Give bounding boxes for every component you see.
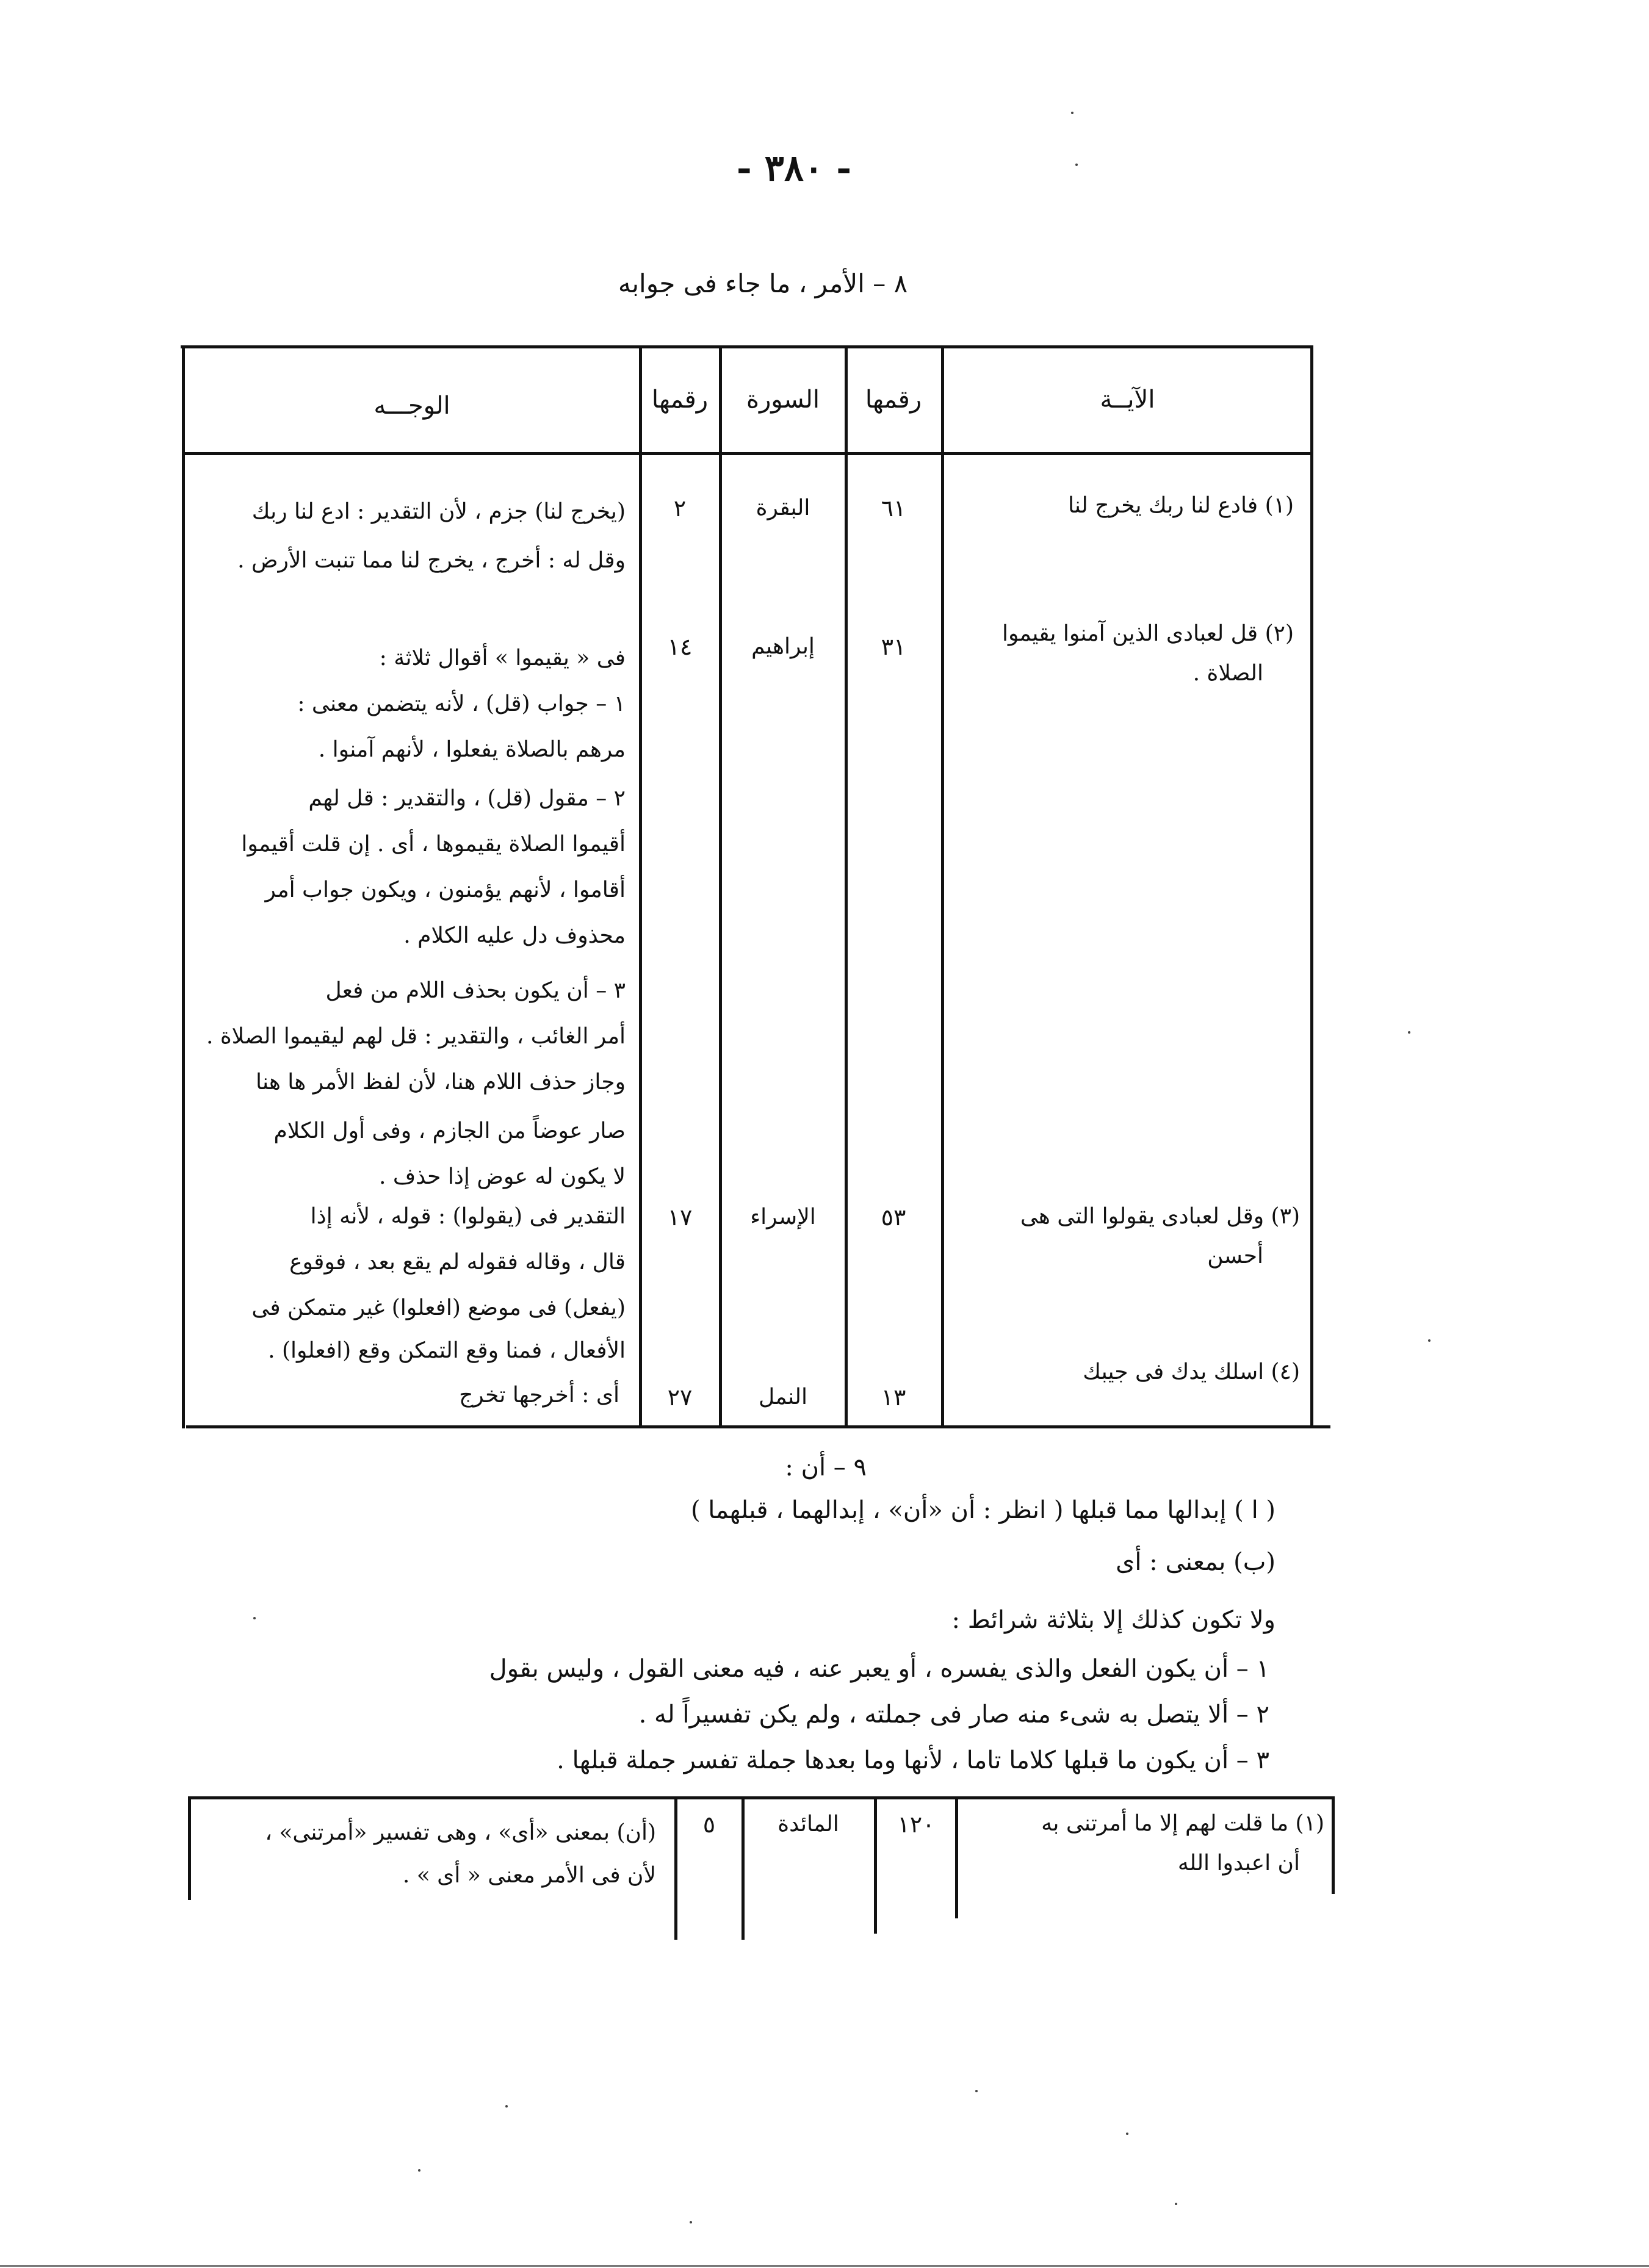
- sura-number: ١٧: [667, 1204, 693, 1231]
- section-9-item-b: (ب) بمعنى : أى: [1116, 1548, 1276, 1576]
- sura-name: إبراهيم: [751, 634, 815, 659]
- table-1-top-border: [181, 345, 1312, 348]
- scan-speck: [1175, 2203, 1177, 2205]
- header-wajh: الوجـــه: [373, 392, 450, 420]
- aya-text: (١) فادع لنا ربك يخرج لنا: [1067, 493, 1294, 518]
- table-2-col-divider-wajh: [674, 1796, 677, 1940]
- aya-number: ١٢٠: [897, 1811, 935, 1838]
- table-1-header-divider: [183, 452, 1312, 455]
- table-1-bottom-border: [186, 1425, 1330, 1428]
- table-1-left-border: [182, 345, 185, 1428]
- scan-speck: [253, 1617, 256, 1619]
- aya-text: (٢) قل لعبادى الذين آمنوا يقيموا: [1001, 621, 1294, 646]
- sura-number: ١٤: [667, 633, 693, 660]
- aya-number: ٥٣: [881, 1204, 906, 1231]
- wajh-line: صار عوضاً من الجازم ، وفى أول الكلام: [273, 1118, 626, 1143]
- table-2-col-divider-ayanum: [955, 1796, 958, 1918]
- table-2-left-border: [188, 1796, 191, 1900]
- wajh-line: أقاموا ، لأنهم يؤمنون ، ويكون جواب أمر: [265, 877, 626, 902]
- wajh-line: أى : أخرجها تخرج: [459, 1383, 619, 1408]
- scan-speck: [690, 2221, 692, 2223]
- table-1-col-divider-suranum: [719, 348, 722, 1428]
- aya-number: ٦١: [881, 495, 906, 522]
- condition-2: ٢ – ألا يتصل به شىء منه صار فى جملته ، ولم يكن تفسيراً له .: [638, 1701, 1269, 1729]
- wajh-line: (يخرج لنا) جزم ، لأن التقدير : ادع لنا ربك: [251, 499, 626, 524]
- wajh-line: ٢ – مقول (قل) ، والتقدير : قل لهم: [308, 786, 626, 811]
- table-2-col-divider-sura: [874, 1796, 877, 1934]
- scan-speck: [1408, 1031, 1410, 1034]
- condition-1: ١ – أن يكون الفعل والذى يفسره ، أو يعبر عنه ، فيه معنى القول ، وليس بقول: [489, 1655, 1269, 1683]
- conditions-intro: ولا تكون كذلك إلا بثلاثة شرائط :: [951, 1606, 1276, 1634]
- scan-speck: [1428, 1339, 1431, 1342]
- header-aya: الآيــة: [1100, 386, 1155, 414]
- header-sura-number: رقمها: [651, 386, 709, 414]
- aya-text: (٣) وقل لعبادى يقولوا التى هى: [1020, 1204, 1300, 1229]
- table-2-right-border: [1332, 1796, 1335, 1894]
- aya-number: ٣١: [881, 633, 906, 660]
- table-2-top-border: [189, 1796, 1333, 1799]
- header-aya-number: رقمها: [865, 386, 922, 414]
- condition-3: ٣ – أن يكون ما قبلها كلاما تاما ، لأنها وما بعدها جملة تفسر جملة قبلها .: [557, 1746, 1269, 1774]
- sura-name: البقرة: [756, 495, 810, 520]
- scan-speck: [1071, 112, 1073, 114]
- page-number: - ٣٨٠ -: [736, 147, 852, 190]
- scan-speck: [1126, 2133, 1128, 2135]
- sura-name: المائدة: [778, 1812, 839, 1837]
- wajh-line: الأفعال ، فمنا وقع التمكن وقع (افعلوا) .: [268, 1338, 626, 1363]
- wajh-line: مرهم بالصلاة يفعلوا ، لأنهم آمنوا .: [318, 737, 626, 762]
- wajh-line: وقل له : أخرج ، يخرج لنا مما تنبت الأرض .: [237, 548, 626, 573]
- section-8-heading: ٨ – الأمر ، ما جاء فى جوابه: [618, 268, 908, 298]
- scan-bottom-edge: [0, 2265, 1649, 2267]
- scan-speck: [505, 2105, 508, 2108]
- scan-speck: [975, 2090, 978, 2092]
- wajh-line: فى « يقيموا » أقوال ثلاثة :: [379, 646, 626, 671]
- wajh-line: لا يكون له عوض إذا حذف .: [379, 1164, 626, 1189]
- wajh-line: ٣ – أن يكون بحذف اللام من فعل: [325, 978, 626, 1003]
- aya-text: الصلاة .: [1193, 661, 1263, 686]
- sura-number: ٢٧: [667, 1384, 693, 1411]
- scan-speck: [1075, 164, 1078, 166]
- header-sura: السورة: [746, 386, 820, 414]
- sura-number: ٢: [673, 495, 687, 522]
- sura-name: النمل: [759, 1384, 807, 1409]
- table-1-right-border: [1310, 345, 1313, 1428]
- wajh-line: التقدير فى (يقولوا) : قوله ، لأنه إذا: [310, 1204, 626, 1229]
- section-9-item-a: ( ا ) إبدالها مما قبلها ( انظر : أن «أن» ، إبدالهما ، قبلهما ): [690, 1496, 1276, 1524]
- aya-text: أن اعبدوا الله: [1177, 1851, 1300, 1876]
- aya-text: أحسن: [1207, 1244, 1263, 1269]
- aya-text: (١) ما قلت لهم إلا ما أمرتنى به: [1041, 1811, 1324, 1836]
- wajh-line: (أن) بمعنى «أى» ، وهى تفسير «أمرتنى» ،: [265, 1820, 656, 1845]
- wajh-line: أمر الغائب ، والتقدير : قل لهم ليقيموا الصلاة .: [206, 1024, 626, 1049]
- sura-number: ٥: [702, 1811, 716, 1838]
- section-9-heading: ٩ – أن :: [785, 1453, 867, 1481]
- wajh-line: (يفعل) فى موضع (افعلوا) غير متمكن فى: [251, 1295, 626, 1320]
- wajh-line: وجاز حذف اللام هنا، لأن لفظ الأمر ها هنا: [256, 1070, 626, 1095]
- wajh-line: قال ، وقاله فقوله لم يقع بعد ، فوقوع: [289, 1250, 626, 1275]
- scan-speck: [418, 2169, 420, 2172]
- wajh-line: ١ – جواب (قل) ، لأنه يتضمن معنى :: [297, 691, 626, 716]
- table-2-col-divider-suranum: [742, 1796, 745, 1940]
- wajh-line: محذوف دل عليه الكلام .: [403, 923, 626, 948]
- aya-number: ١٣: [881, 1384, 906, 1411]
- wajh-line: أقيموا الصلاة يقيموها ، أى . إن قلت أقيموا: [241, 832, 626, 857]
- aya-text: (٤) اسلك يدك فى جيبك: [1083, 1359, 1300, 1384]
- table-1-col-divider-ayanum: [941, 348, 944, 1428]
- wajh-line: لأن فى الأمر معنى « أى » .: [402, 1863, 656, 1888]
- sura-name: الإسراء: [750, 1204, 816, 1229]
